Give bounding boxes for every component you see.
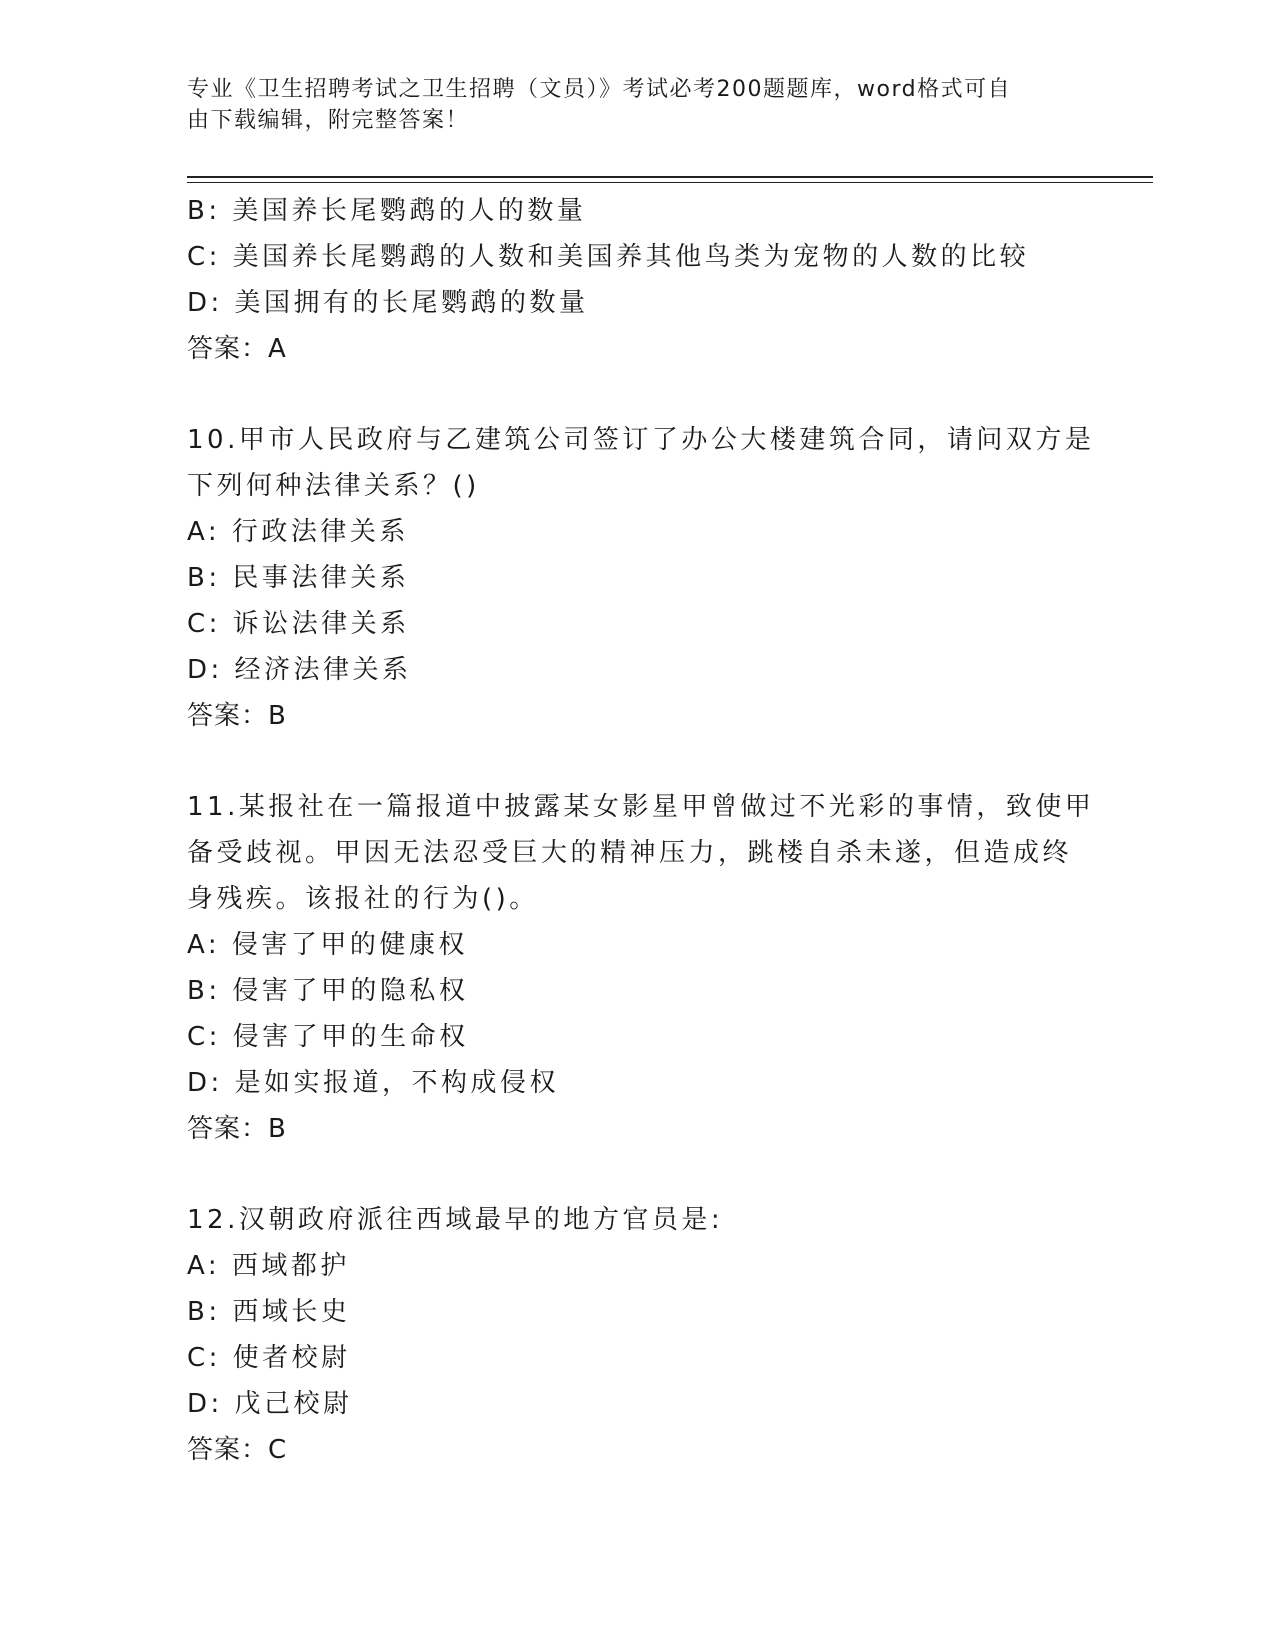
option-b: B: 西域长史 — [187, 1297, 351, 1327]
option-d: D: 美国拥有的长尾鹦鹉的数量 — [187, 288, 589, 318]
spacer — [187, 739, 1147, 784]
answer-line: 答案：A — [187, 334, 287, 364]
option-d: D: 戊己校尉 — [187, 1389, 353, 1419]
answer-line: 答案：B — [187, 701, 287, 731]
question-stem-line: 身残疾。该报社的行为()。 — [187, 884, 539, 914]
question-list — [187, 188, 1147, 1473]
header-line-1: 专业《卫生招聘考试之卫生招聘（文员）》考试必考200题题库，word格式可自 — [187, 77, 1012, 102]
question-10 — [187, 417, 1147, 739]
option-d: D: 是如实报道，不构成侵权 — [187, 1068, 560, 1098]
question-stem-line: 12.汉朝政府派往西域最早的地方官员是: — [187, 1205, 724, 1235]
option-b: B: 美国养长尾鹦鹉的人的数量 — [187, 196, 587, 226]
option-c: C: 美国养长尾鹦鹉的人数和美国养其他鸟类为宠物的人数的比较 — [187, 242, 1030, 272]
option-c: C: 诉讼法律关系 — [187, 609, 410, 639]
option-a: A: 行政法律关系 — [187, 517, 409, 547]
option-c: C: 使者校尉 — [187, 1343, 351, 1373]
header-line-2: 由下载编辑，附完整答案！ — [187, 108, 470, 133]
header-divider-thin — [187, 182, 1153, 183]
question-stem-line: 10.甲市人民政府与乙建筑公司签订了办公大楼建筑合同，请问双方是 — [187, 425, 1095, 455]
answer-line: 答案：C — [187, 1435, 288, 1465]
option-b: B: 民事法律关系 — [187, 563, 410, 593]
option-b: B: 侵害了甲的隐私权 — [187, 976, 469, 1006]
spacer — [187, 1152, 1147, 1197]
question-stem-line: 下列何种法律关系？() — [187, 471, 480, 501]
question-11 — [187, 784, 1147, 1152]
header-divider-thick — [187, 176, 1153, 178]
option-a: A: 侵害了甲的健康权 — [187, 930, 468, 960]
option-c: C: 侵害了甲的生命权 — [187, 1022, 469, 1052]
page-header — [187, 74, 1067, 136]
option-a: A: 西域都护 — [187, 1251, 350, 1281]
spacer — [187, 372, 1147, 417]
option-d: D: 经济法律关系 — [187, 655, 412, 685]
question-12 — [187, 1197, 1147, 1473]
question-stem-line: 备受歧视。甲因无法忍受巨大的精神压力，跳楼自杀未遂，但造成终 — [187, 838, 1073, 868]
answer-line: 答案：B — [187, 1114, 287, 1144]
question-stem-line: 11.某报社在一篇报道中披露某女影星甲曾做过不光彩的事情，致使甲 — [187, 792, 1095, 822]
question-9 — [187, 188, 1147, 372]
